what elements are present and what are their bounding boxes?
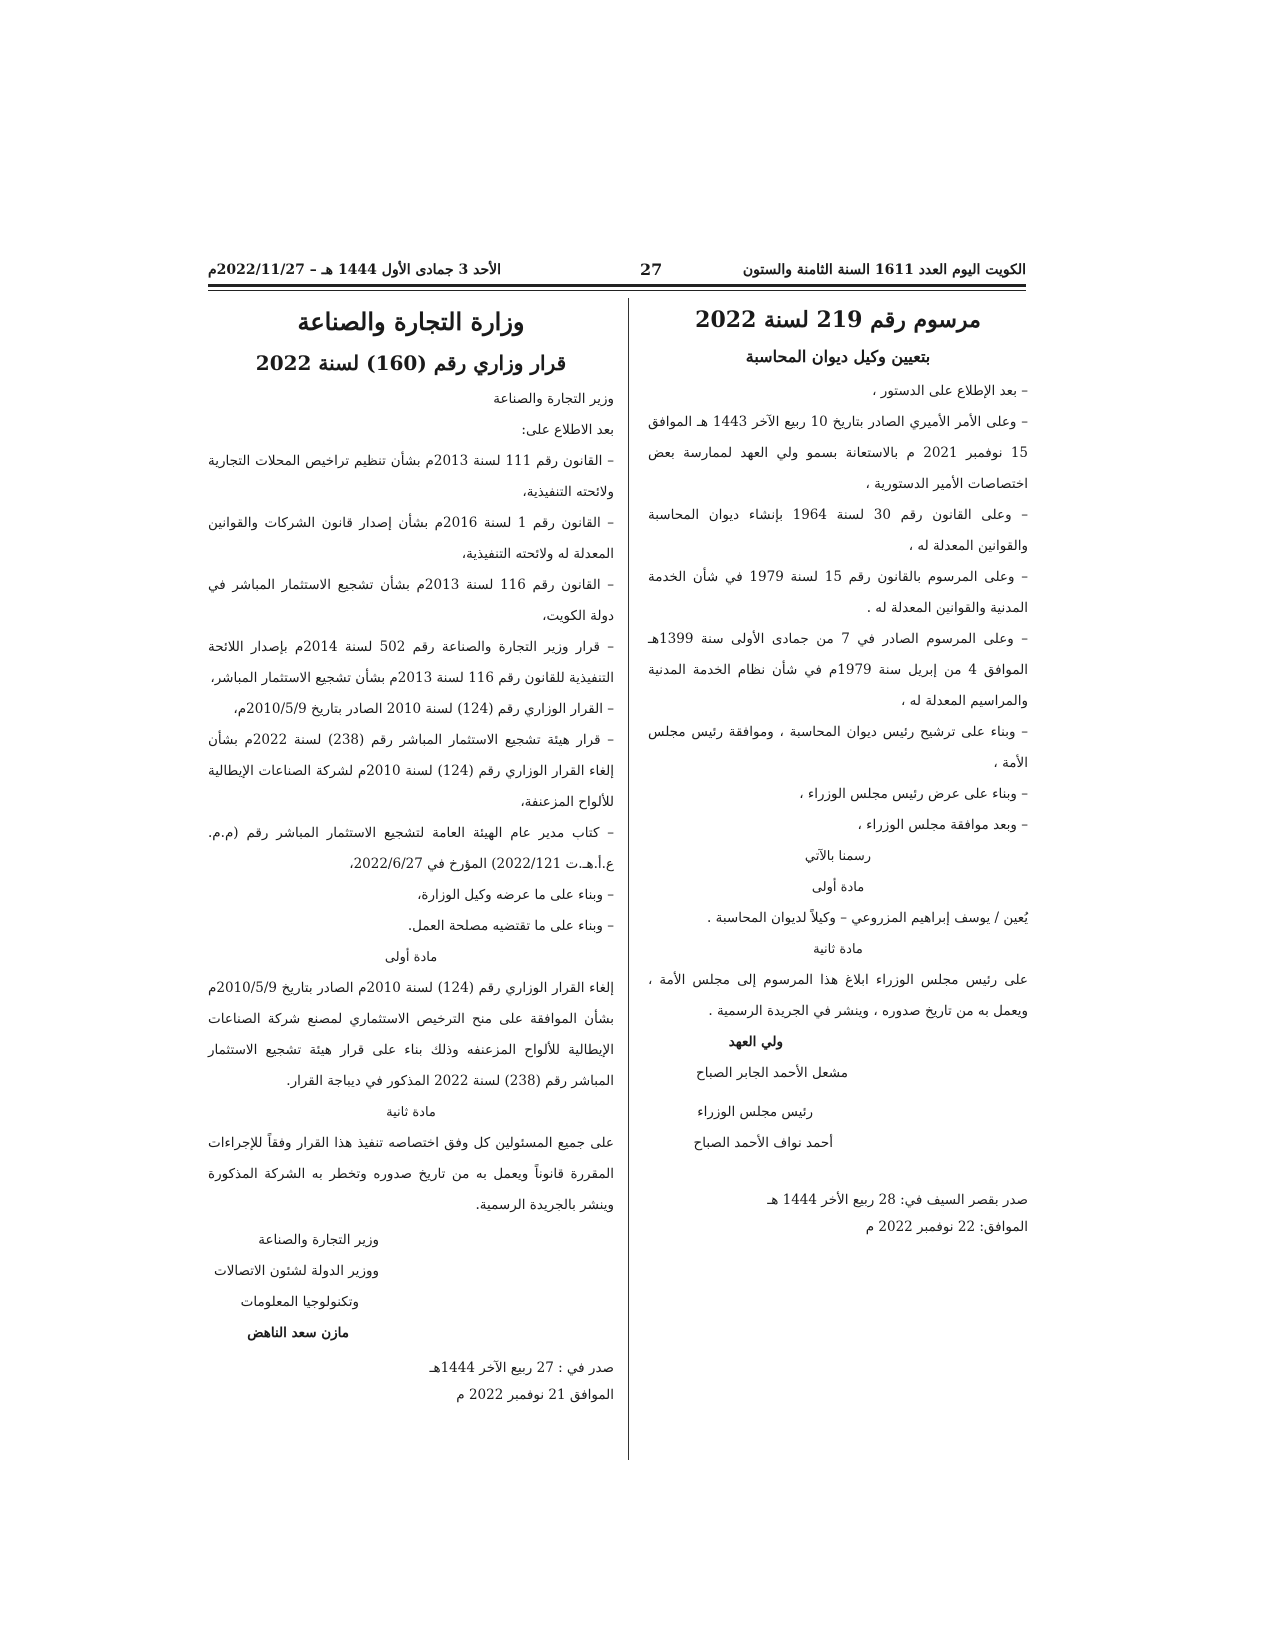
decree-article1-title: مادة أولى [811,880,865,895]
decree-issued-line2: الموافق: 22 نوفمبر 2022 م [865,1219,1028,1235]
ministry-article1-text: إلغاء القرار الوزاري رقم (124) لسنة 2010م الصادر بتاريخ 2010/5/9م بشأن الموافقة على منح الترخيص الاستثماري لمصنع شركة الصناعات الإيطالية للألواح المزعنفه وذلك بناء على قرار هيئة تشجيع الاستثمار المباشر رقم (238) لسنة 2022 المذكور في ديباجة القرار. [208,980,614,1089]
header-issue-info: الكويت اليوم العدد 1611 السنة الثامنة والستون [742,262,1026,278]
decree-paragraph: – وعلى المرسوم الصادر في 7 من جمادى الأولى سنة 1399هـ الموافق 4 من إبريل سنة 1979م في شأن نظام الخدمة المدنية والمراسيم المعدلة له ، [648,631,1029,709]
decree-subtitle: بتعيين وكيل ديوان المحاسبة [745,347,931,366]
ministry-article1-title: مادة أولى [384,950,438,965]
decree-signature-name2: أحمد نواف الأحمد الصباح [693,1135,833,1151]
decree-paragraph: – وبعد موافقة مجلس الوزراء ، [857,817,1028,833]
ministry-paragraph: – وبناء على ما عرضه وكيل الوزارة، [417,887,614,903]
decree-signature-name1: مشعل الأحمد الجابر الصباح [696,1065,848,1081]
ministry-paragraph: – القرار الوزاري رقم (124) لسنة 2010 الصادر بتاريخ 2010/5/9م، [233,701,614,717]
ministry-subtitle: قرار وزاري رقم (160) لسنة 2022 [255,351,567,375]
decree-decreed: رسمنا بالآتي [804,849,872,864]
header-rule [208,284,1026,287]
ministry-signature-name: مازن سعد الناهض [247,1325,349,1341]
ministry-article2-title: مادة ثانية [386,1105,436,1120]
ministry-issued-line2: الموافق 21 نوفمبر 2022 م [456,1387,614,1403]
decree-paragraph: – وعلى الأمر الأميري الصادر بتاريخ 10 ربيع الآخر 1443 هـ الموافق 15 نوفمبر 2021 م بالاستعانة بسمو ولي العهد لممارسة بعض اختصاصات الأمير الدستورية ، [648,414,1028,492]
ministry-signature-line3: وتكنولوجيا المعلومات [240,1294,359,1310]
decree-paragraph: – وعلى المرسوم بالقانون رقم 15 لسنة 1979 في شأن الخدمة المدنية والقوانين المعدلة له . [648,569,1028,616]
ministry-paragraph: – قرار وزير التجارة والصناعة رقم 502 لسنة 2014م بإصدار اللائحة التنفيذية للقانون رقم 116 لسنة 2013م بشأن تشجيع الاستثمار المباشر، [208,639,614,686]
ministry-after-review: بعد الاطلاع على: [521,422,614,438]
header-rule-thin [208,290,1026,291]
decree-paragraph: – بعد الإطلاع على الدستور ، [872,383,1028,399]
ministry-paragraph: – كتاب مدير عام الهيئة العامة لتشجيع الاستثمار المباشر رقم (م.م. ع.أ.هـ.ت 2022/121) المؤرخ في 2022/6/27، [208,825,614,872]
ministry-article2-text: على جميع المسئولين كل وفق اختصاصه تنفيذ هذا القرار وفقاً للإجراءات المقررة قانوناً ويعمل به من تاريخ صدوره وتخطر به الشركة المذكورة وينشر بالجريدة الرسمية. [208,1135,614,1213]
ministry-paragraph: – وبناء على ما تقتضيه مصلحة العمل. [407,918,614,934]
ministry-title: وزارة التجارة والصناعة [297,307,525,336]
decree-column [648,300,1028,1241]
decree-paragraph: – وبناء على ترشيح رئيس ديوان المحاسبة ، وموافقة رئيس مجلس الأمة ، [648,724,1028,771]
decree-issued-line1: صدر بقصر السيف في: 28 ربيع الأخر 1444 هـ [767,1192,1028,1208]
ministry-minister: وزير التجارة والصناعة [493,391,614,407]
ministry-column [208,300,614,1409]
header-date: الأحد 3 جمادى الأول 1444 هـ – 2022/11/27م [208,262,502,278]
ministry-paragraph: – القانون رقم 116 لسنة 2013م بشأن تشجيع الاستثمار المباشر في دولة الكويت، [208,577,614,624]
ministry-paragraph: – القانون رقم 111 لسنة 2013م بشأن تنظيم تراخيص المحلات التجارية ولائحته التنفيذية، [208,453,614,500]
decree-signature-title2: رئيس مجلس الوزراء [697,1104,813,1120]
page-number: 27 [640,260,663,279]
column-divider [628,298,629,1460]
decree-article2-text: على رئيس مجلس الوزراء ابلاغ هذا المرسوم إلى مجلس الأمة ، ويعمل به من تاريخ صدوره ، وينشر في الجريدة الرسمية . [648,972,1028,1019]
ministry-signature-line2: ووزير الدولة لشئون الاتصالات [213,1263,379,1279]
decree-article1-text: يُعين / يوسف إبراهيم المزروعي – وكيلاً لديوان المحاسبة . [707,910,1028,926]
decree-signature-title1: ولي العهد [728,1034,783,1050]
decree-paragraph: – وعلى القانون رقم 30 لسنة 1964 بإنشاء ديوان المحاسبة والقوانين المعدلة له ، [648,507,1028,554]
ministry-paragraph: – القانون رقم 1 لسنة 2016م بشأن إصدار قانون الشركات والقوانين المعدلة له ولائحته التنفيذية، [208,515,614,562]
ministry-issued-line1: صدر في : 27 ربيع الآخر 1444هـ [429,1360,614,1376]
decree-article2-title: مادة ثانية [813,942,863,957]
decree-paragraph: – وبناء على عرض رئيس مجلس الوزراء ، [799,786,1028,802]
ministry-signature-line1: وزير التجارة والصناعة [258,1232,379,1248]
decree-title: مرسوم رقم 219 لسنة 2022 [695,307,981,333]
ministry-paragraph: – قرار هيئة تشجيع الاستثمار المباشر رقم (238) لسنة 2022م بشأن إلغاء القرار الوزاري رقم (124) لسنة 2010م لشركة الصناعات الإيطالية للألواح المزعنفة، [208,732,614,810]
